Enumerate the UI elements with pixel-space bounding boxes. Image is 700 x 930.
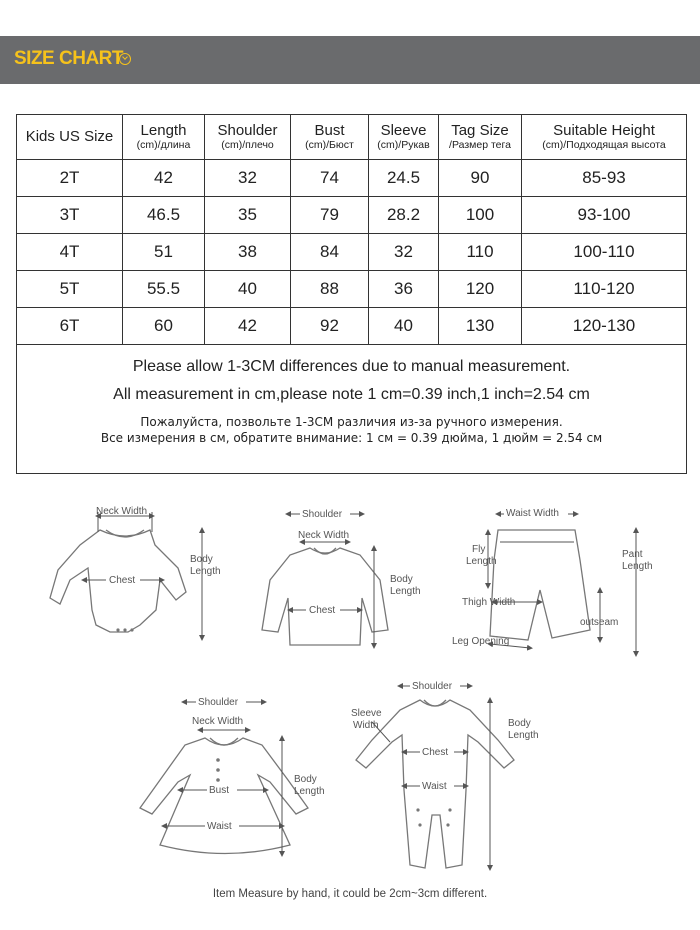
cell-size: 4T bbox=[17, 234, 123, 271]
label-body-length: Body bbox=[294, 774, 317, 785]
label-waist-width: Waist Width bbox=[506, 508, 559, 519]
cell-suitable-height: 93-100 bbox=[522, 197, 687, 234]
cell-size: 6T bbox=[17, 308, 123, 345]
cell-suitable-height: 120-130 bbox=[522, 308, 687, 345]
cell-sleeve: 40 bbox=[369, 308, 439, 345]
size-table bbox=[16, 114, 687, 474]
cell-size: 3T bbox=[17, 197, 123, 234]
label-neck-width: Neck Width bbox=[192, 716, 244, 727]
label-waist: Waist bbox=[422, 781, 447, 792]
label-outseam: outseam bbox=[580, 617, 619, 628]
label-chest: Chest bbox=[309, 605, 336, 616]
label-pant-length: Pant bbox=[622, 549, 643, 560]
cell-tag-size: 110 bbox=[439, 234, 522, 271]
cell-shoulder: 42 bbox=[205, 308, 291, 345]
label-neck-width: Neck Width bbox=[298, 530, 350, 541]
table-row bbox=[17, 197, 687, 234]
cell-length: 42 bbox=[123, 160, 205, 197]
pants-diagram bbox=[452, 507, 653, 654]
header-suitable-height: Suitable Height (cm)/Подходящая высота bbox=[522, 115, 687, 160]
cell-length: 46.5 bbox=[123, 197, 205, 234]
svg-text:Length: Length bbox=[466, 556, 497, 567]
cell-bust: 84 bbox=[291, 234, 369, 271]
note-unit-conversion-ru: Все измерения в см, обратите внимание: 1 см = 0.39 дюйма, 1 дюйм = 2.54 см bbox=[100, 431, 603, 445]
label-leg-opening: Leg Opening bbox=[452, 636, 510, 647]
label-fly-length: Fly bbox=[472, 544, 486, 555]
romper-diagram bbox=[351, 679, 539, 868]
cell-tag-size: 130 bbox=[439, 308, 522, 345]
label-chest: Chest bbox=[422, 747, 449, 758]
cell-shoulder: 35 bbox=[205, 197, 291, 234]
header-length: Length (cm)/длина bbox=[123, 115, 205, 160]
cell-bust: 92 bbox=[291, 308, 369, 345]
cell-length: 51 bbox=[123, 234, 205, 271]
table-row bbox=[17, 271, 687, 308]
cell-sleeve: 28.2 bbox=[369, 197, 439, 234]
note-manual-measurement-ru: Пожалуйста, позвольте 1-3CM различия из-за ручного измерения. bbox=[140, 415, 563, 429]
svg-text:Length: Length bbox=[508, 730, 539, 741]
bodysuit-diagram bbox=[50, 506, 221, 638]
label-shoulder: Shoulder bbox=[302, 509, 343, 520]
cell-tag-size: 90 bbox=[439, 160, 522, 197]
header-sleeve: Sleeve (cm)/Рукав bbox=[369, 115, 439, 160]
label-chest: Chest bbox=[109, 575, 136, 586]
cell-bust: 74 bbox=[291, 160, 369, 197]
cell-sleeve: 36 bbox=[369, 271, 439, 308]
notes-cell bbox=[17, 345, 687, 474]
label-shoulder: Shoulder bbox=[198, 697, 239, 708]
size-chart-banner bbox=[0, 36, 700, 84]
cell-suitable-height: 110-120 bbox=[522, 271, 687, 308]
cell-tag-size: 100 bbox=[439, 197, 522, 234]
table-header-row bbox=[17, 115, 687, 160]
footer-note: Item Measure by hand, it could be 2cm~3cm different. bbox=[212, 888, 488, 900]
cell-shoulder: 32 bbox=[205, 160, 291, 197]
notes-row bbox=[17, 345, 687, 474]
label-shoulder: Shoulder bbox=[412, 681, 453, 692]
svg-text:Length: Length bbox=[294, 786, 325, 797]
table-row bbox=[17, 308, 687, 345]
cell-bust: 88 bbox=[291, 271, 369, 308]
svg-text:Width: Width bbox=[353, 720, 379, 731]
header-shoulder: Shoulder (cm)/плечо bbox=[205, 115, 291, 160]
header-tag-size: Tag Size /Размер тега bbox=[439, 115, 522, 160]
tshirt-diagram bbox=[262, 508, 421, 646]
svg-text:Length: Length bbox=[190, 566, 221, 577]
banner-title: SIZE CHART bbox=[14, 48, 123, 69]
label-sleeve-width: Sleeve bbox=[351, 708, 382, 719]
table-row bbox=[17, 234, 687, 271]
header-bust: Bust (cm)/Бюст bbox=[291, 115, 369, 160]
cell-length: 60 bbox=[123, 308, 205, 345]
cell-suitable-height: 85-93 bbox=[522, 160, 687, 197]
label-thigh-width: Thigh Width bbox=[462, 597, 516, 608]
cell-size: 2T bbox=[17, 160, 123, 197]
chevron-circle-icon bbox=[119, 53, 131, 65]
note-unit-conversion: All measurement in cm,please note 1 cm=0.39 inch,1 inch=2.54 cm bbox=[113, 386, 590, 403]
cell-tag-size: 120 bbox=[439, 271, 522, 308]
label-bust: Bust bbox=[209, 785, 230, 796]
cell-shoulder: 38 bbox=[205, 234, 291, 271]
label-body-length: Body bbox=[508, 718, 531, 729]
svg-text:Length: Length bbox=[622, 561, 653, 572]
cell-size: 5T bbox=[17, 271, 123, 308]
label-neck-width: Neck Width bbox=[96, 506, 148, 517]
dress-diagram bbox=[140, 695, 325, 854]
header-kids-us-size: Kids US Size bbox=[17, 115, 123, 160]
note-manual-measurement: Please allow 1-3CM differences due to manual measurement. bbox=[132, 358, 571, 375]
label-body-length: Body bbox=[390, 574, 413, 585]
svg-text:Length: Length bbox=[390, 586, 421, 597]
table-row bbox=[17, 160, 687, 197]
cell-sleeve: 32 bbox=[369, 234, 439, 271]
measurement-diagrams bbox=[0, 490, 700, 880]
cell-bust: 79 bbox=[291, 197, 369, 234]
cell-length: 55.5 bbox=[123, 271, 205, 308]
cell-suitable-height: 100-110 bbox=[522, 234, 687, 271]
label-waist: Waist bbox=[207, 821, 232, 832]
cell-sleeve: 24.5 bbox=[369, 160, 439, 197]
label-body-length: Body bbox=[190, 554, 213, 565]
cell-shoulder: 40 bbox=[205, 271, 291, 308]
